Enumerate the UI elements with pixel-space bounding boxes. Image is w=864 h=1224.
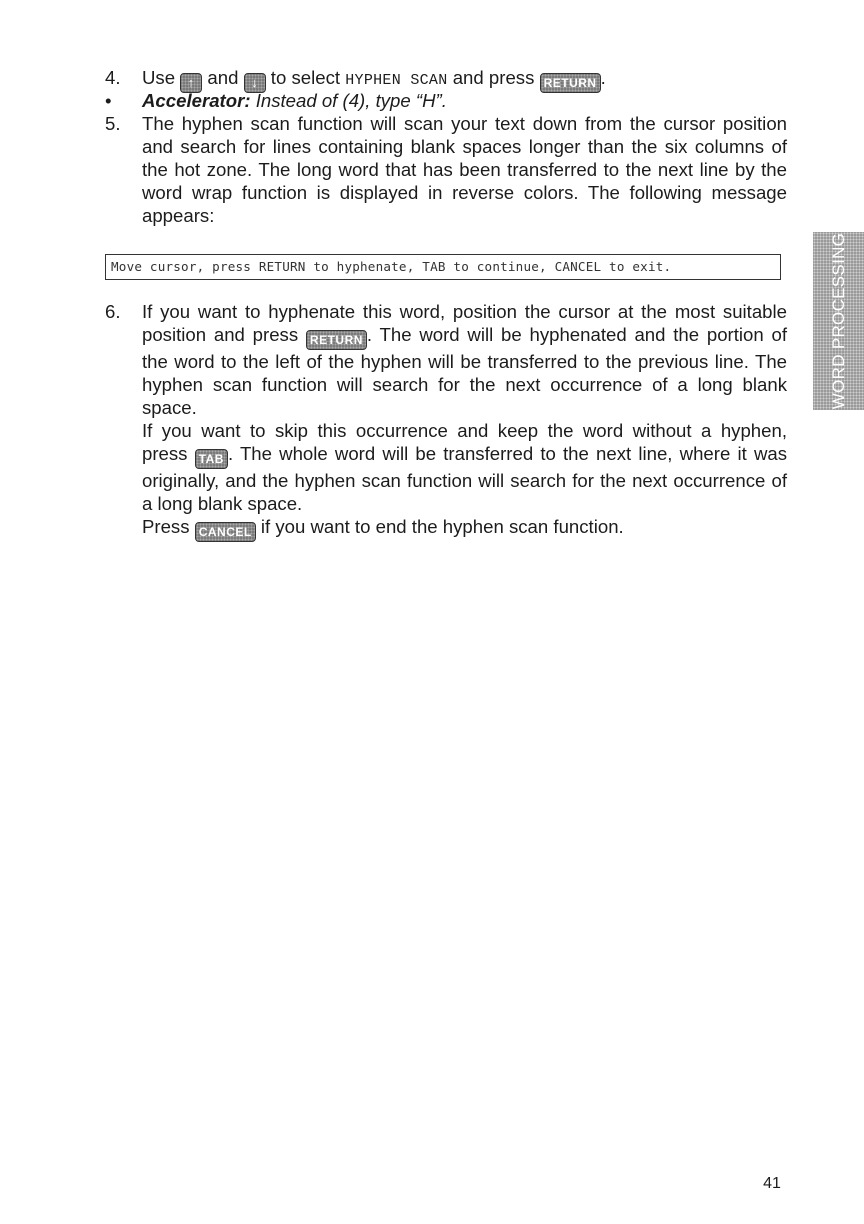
step-text-line: If you want to skip this occurrence and keep the word without a hyphen, xyxy=(142,420,787,441)
accelerator-text: Instead of (4), type “H”. xyxy=(255,90,447,111)
step-text: . The word will be hyphenated and the portion of xyxy=(366,324,787,345)
bullet-icon: • xyxy=(105,90,112,111)
step-text-line: If you want to hyphenate this word, position the cursor at the most suitable xyxy=(142,301,787,322)
step-text-line: a long blank space. xyxy=(142,493,303,514)
step-text: press xyxy=(142,443,188,464)
return-key-icon: RETURN xyxy=(306,330,367,350)
step-text: position and press xyxy=(142,324,299,345)
step-text: Use xyxy=(142,67,176,88)
step-text: and xyxy=(207,67,239,88)
tab-key-icon: TAB xyxy=(195,449,228,469)
step-text: to select xyxy=(270,67,341,88)
page-number: 41 xyxy=(763,1175,781,1192)
screen-message-box: Move cursor, press RETURN to hyphenate, TAB to continue, CANCEL to exit. xyxy=(105,254,781,280)
step-text-line xyxy=(142,515,787,542)
step-text: and press xyxy=(452,67,535,88)
step-text-line: appears: xyxy=(142,205,215,226)
return-key-icon: RETURN xyxy=(540,73,601,93)
step-5 xyxy=(105,112,787,227)
step-text-line: originally, and the hyphen scan function will search for the next occurrence of xyxy=(142,470,787,491)
step-text-line xyxy=(142,323,787,350)
step-text: if you want to end the hyphen scan function. xyxy=(260,516,624,537)
step-text-line: word wrap function is displayed in reverse colors. The following message xyxy=(142,182,787,203)
section-thumb-tab xyxy=(813,232,864,410)
cancel-key-icon: CANCEL xyxy=(195,522,256,542)
step-text-line: the hot zone. The long word that has been transferred to the next line by the xyxy=(142,159,787,180)
step-text-line: and search for lines containing blank spaces longer than the six columns of xyxy=(142,136,787,157)
up-arrow-key-icon: ↑ xyxy=(180,73,202,93)
step-number: 6. xyxy=(105,301,121,322)
step-number: 5. xyxy=(105,113,121,134)
step-text-line: space. xyxy=(142,397,197,418)
step-text-line: hyphen scan function will search for the next occurrence of a long blank xyxy=(142,374,787,395)
accelerator-note xyxy=(105,89,787,112)
step-text: . xyxy=(600,67,606,88)
step-text-line: the word to the left of the hyphen will be transferred to the previous line. The xyxy=(142,351,787,372)
step-text-line xyxy=(142,442,787,469)
step-6 xyxy=(105,300,787,542)
step-text-line: The hyphen scan function will scan your text down from the cursor position xyxy=(142,113,787,134)
menu-option-name: HYPHEN SCAN xyxy=(345,72,448,89)
step-text: Press xyxy=(142,516,190,537)
down-arrow-key-icon: ↓ xyxy=(244,73,266,93)
section-tab-label: WORD PROCESSING xyxy=(828,232,848,410)
step-number: 4. xyxy=(105,67,121,88)
step-text: . The whole word will be transferred to the next line, where it was xyxy=(227,443,788,464)
accelerator-label: Accelerator: xyxy=(142,90,251,111)
